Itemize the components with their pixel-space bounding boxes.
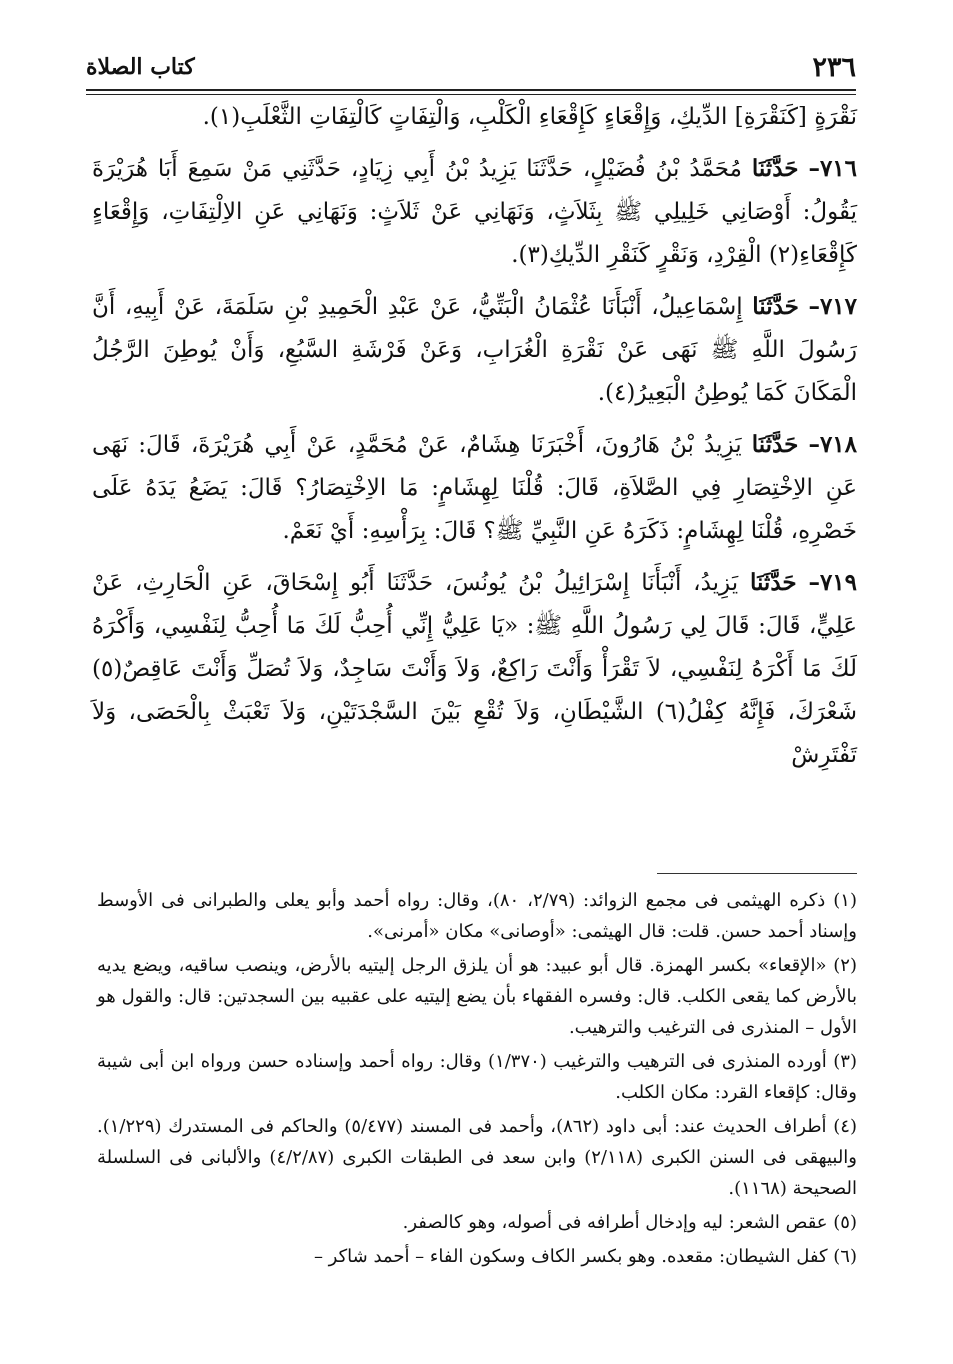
paragraph-continuation	[92, 96, 857, 139]
paragraph-text: نَقْرَةٍ [كَنَقْرَةِ] الدِّيكِ، وَإِقْعَاءٍ كَإِقْعَاءِ الْكَلْبِ، وَالْتِفَاتٍ كَالْتِفَاتِ الثَّعْلَبِ(١).	[202, 104, 857, 130]
hadith-lead: حَدَّثَنَا	[749, 569, 797, 596]
page-header	[86, 52, 856, 86]
hadith-number: ٧١٩–	[808, 569, 858, 596]
hadith-718	[92, 423, 857, 553]
running-title: كتاب الصلاة	[86, 54, 195, 80]
paragraph-text: يَزِيدُ، أَنْبَأَنَا إِسْرَائِيلُ بْنُ يُونُسَ، حَدَّثَنَا أَبُو إِسْحَاقَ، عَنِ الْحَارِثِ، عَنْ عَلِيٍّ، قَالَ: قَالَ لِي رَسُولُ اللَّهِ ﷺ: «يَا عَلِيُّ إِنِّي أُحِبُّ لَكَ مَا أُحِبُّ لِنَفْسِي، وَأَكْرَهُ لَكَ مَا أَكْرَهُ لِنَفْسِي، لاَ تَقْرَأْ وَأَنْتَ رَاكِعٌ، وَلاَ وَأَنْتَ سَاجِدٌ، وَلاَ تُصَلِّ وَأَنْتَ عَاقِصٌ(٥) شَعْرَكَ، فَإِنَّهُ كِفْلُ(٦) الشَّيْطَانِ، وَلاَ تُقْعِ بَيْنَ السَّجْدَتَيْنِ، وَلاَ تَعْبَثْ بِالْحَصَى، وَلاَ تَفْتَرِشْ	[92, 570, 857, 768]
footnote-4: (٤) أطراف الحديث عند: أبى داود (٨٦٢)، وأحمد فى المسند (٥/٤٧٧) والحاكم فى المستدرك (١/٢٢٩). والبيهقى فى السنن الكبرى (٢/١١٨) وابن سعد فى الطبقات الكبرى (٤/٢/٨٧) والألبانى فى السلسلة الصحيحة (١١٦٨).	[97, 1116, 857, 1199]
hadith-number: ٧١٦–	[808, 155, 858, 182]
hadith-717	[92, 285, 857, 415]
hadith-719	[92, 561, 857, 777]
paragraph-text: إِسْمَاعِيلُ، أَنْبَأَنَا عُثْمَانُ الْبَتِّيُّ، عَنْ عَبْدِ الْحَمِيدِ بْنِ سَلَمَةَ، عَنْ أَبِيهِ، أَنَّ رَسُولَ اللَّهِ ﷺ نَهَى عَنْ نَقْرَةِ الْغُرَابِ، وَعَنْ فَرْشَةِ السَّبُعِ، وَأَنْ يُوطِنَ الرَّجُلُ الْمَكَانَ كَمَا يُوطِنُ الْبَعِيرُ(٤).	[92, 294, 857, 406]
footnote-1: (١) ذكره الهيثمى فى مجمع الزوائد: (٢/٧٩، ٨٠)، وقال: رواه أحمد وأبو يعلى والطبرانى فى الأوسط وإسناد أحمد حسن. قلت: قال الهيثمى: «أوصانى» مكان «أمرنى».	[97, 890, 857, 942]
hadith-716	[92, 147, 857, 277]
hadith-text	[92, 96, 857, 785]
footnote-separator	[657, 873, 857, 874]
hadith-number: ٧١٨–	[808, 431, 858, 458]
paragraph-text: مُحَمَّدُ بْنُ فُضَيْلٍ، حَدَّثَنَا يَزِيدُ بْنُ أَبِي زِيَادٍ، حَدَّثَنِي مَنْ سَمِعَ أَبَا هُرَيْرَةَ يَقُولُ: أَوْصَانِي خَلِيلِي ﷺ بِثَلاَثٍ، وَنَهَانِي عَنْ ثَلاَثٍ: وَنَهَانِي عَنِ الاِلْتِفَاتِ، وَإِقْعَاءٍ كَإِقْعَاءِ(٢) الْقِرْدِ، وَنَقْرٍ كَنَقْرِ الدِّيكِ(٣).	[92, 156, 857, 268]
hadith-number: ٧١٧–	[808, 293, 857, 320]
hadith-lead: حَدَّثَنَا	[752, 293, 799, 320]
footnote-3: (٣) أورده المنذرى فى الترهيب والترغيب (١/٣٧٠) وقال: رواه أحمد وإسناده حسن ورواه ابن أبى شيبة وقال: كإقعاء القرد: مكان الكلب.	[97, 1051, 857, 1103]
page-number: ٢٣٦	[812, 52, 856, 83]
paragraph-text: يَزِيدُ بْنُ هَارُونَ، أَخْبَرَنَا هِشَامٌ، عَنْ مُحَمَّدٍ، عَنْ أَبِي هُرَيْرَةَ، قَالَ: نَهَى عَنِ الاِخْتِصَارِ فِي الصَّلاَةِ، قَالَ: قُلْنَا لِهِشَامٍ: مَا الاِخْتِصَارُ؟ قَالَ: يَضَعُ يَدَهُ عَلَى خَصْرِهِ، قُلْنَا لِهِشَامٍ: ذَكَرَهُ عَنِ النَّبِيِّ ﷺ؟ قَالَ: بِرَأْسِهِ: أَيْ نَعَمْ.	[92, 432, 857, 544]
hadith-lead: حَدَّثَنَا	[751, 155, 799, 182]
header-rule	[86, 89, 856, 91]
footnotes	[97, 885, 857, 1275]
footnote-2: (٢) «الإقعاء» بكسر الهمزة. قال أبو عبيد: هو أن يلزق الرجل إليتيه بالأرض، وينصب ساقيه، ويضع يديه بالأرض كما يقعى الكلب. قال: وفسره الفقهاء بأن يضع إليتيه على عقبيه بين السجدتين: قال: والقول هو الأول – المنذرى فى الترغيب والترهيب.	[97, 955, 857, 1038]
footnote-5: (٥) عقص الشعر: ليه وإدخال أطرافه فى أصوله، وهو كالصفر.	[402, 1212, 857, 1233]
hadith-lead: حَدَّثَنَا	[751, 431, 799, 458]
footnote-6: (٦) كفل الشيطان: مقعده. وهو بكسر الكاف وسكون الفاء – أحمد شاكر –	[313, 1246, 857, 1267]
header-rule-thin	[86, 94, 856, 95]
